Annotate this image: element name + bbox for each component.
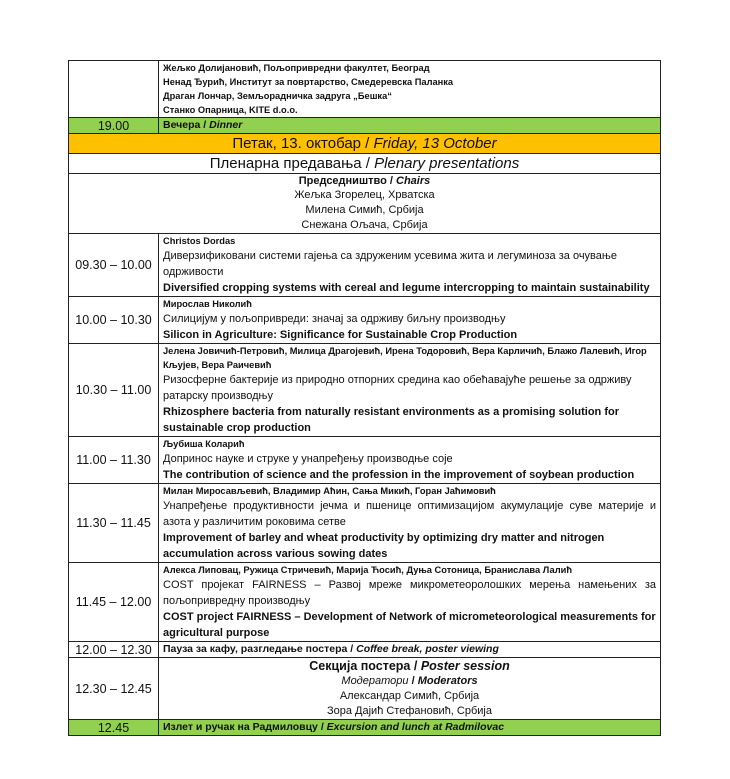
chair-name: Снежана Ољача, Србија	[301, 219, 428, 231]
plenary-header	[69, 154, 661, 174]
chairs-cell	[69, 174, 661, 234]
table-row-talk	[69, 437, 661, 484]
day-label-en: Friday, 13 October	[373, 135, 497, 152]
chairs-heading-en: Chairs	[396, 175, 431, 187]
event-cell	[159, 720, 661, 736]
time-cell: 11.00 – 11.30	[69, 437, 159, 484]
talk-cell	[159, 344, 661, 437]
table-row-talk	[69, 563, 661, 642]
time-cell: 11.30 – 11.45	[69, 484, 159, 563]
talk-title-sr: Допринос науке и струке у унапређењу производње соје	[163, 453, 453, 465]
table-row-excursion	[69, 720, 661, 736]
time-cell: 10.30 – 11.00	[69, 344, 159, 437]
talk-title-sr: Диверзификовани системи гајења са здруженим усевима жита и легуминоза за очување одрживости	[163, 250, 617, 278]
talk-cell	[159, 563, 661, 642]
table-row-talk	[69, 297, 661, 344]
table-row-top-authors	[69, 61, 661, 118]
plenary-label-en: Plenary presentations	[374, 155, 520, 172]
author-line: Ненад Ђурић, Институт за повртарство, Смедеревска Паланка	[163, 77, 454, 87]
moderator-name: Зора Дајић Стефановић, Србија	[326, 705, 492, 717]
poster-heading-en: Poster session	[420, 659, 510, 673]
time-cell: 19.00	[69, 118, 159, 134]
poster-heading-sr: Секција постера /	[309, 659, 421, 673]
author-line: Жељко Долијановић, Пољопривредни факултет, Београд	[163, 63, 430, 73]
moderators-en: Moderators	[417, 675, 478, 687]
talk-title-sr: Унапређење продуктивности јечма и пшенице оптимизацијом акумулације суве материје и азота у различитим роковима сетве	[163, 500, 656, 528]
event-label-en: Excursion and lunch at Radmilovac	[326, 721, 505, 733]
talk-cell	[159, 234, 661, 297]
talk-cell	[159, 484, 661, 563]
moderators-heading	[163, 674, 656, 689]
chairs-heading-sr: Председништво /	[298, 175, 396, 187]
day-label-sr: Петак, 13. октобар /	[232, 135, 374, 152]
talk-title-sr: COST пројекат FAIRNESS – Развој мреже микрометеоролошких мерења намењених за пољопривредну производњу	[163, 579, 656, 607]
table-row-chairs	[69, 174, 661, 234]
event-label-sr: Вечера /	[163, 119, 210, 131]
talk-authors: Алекса Липовац, Ружица Стричевић, Марија Ћосић, Дуња Сотоница, Бранислава Лалић	[163, 565, 573, 575]
talk-title-en: Improvement of barley and wheat productivity by optimizing dry matter and nitrogen accumulation across various sowing dates	[163, 532, 605, 560]
event-label-sr: Излет и ручак на Радмиловцу /	[163, 721, 327, 733]
day-header	[69, 134, 661, 154]
author-line: Станко Опарница, KITE d.o.o.	[163, 105, 298, 115]
talk-title-en: Rhizosphere bacteria from naturally resistant environments as a promising solution for sustainable crop production	[163, 406, 619, 434]
moderators-sr: Модератори	[341, 675, 409, 687]
chair-name: Милена Симић, Србија	[305, 204, 424, 216]
table-row-talk	[69, 234, 661, 297]
time-cell: 10.00 – 10.30	[69, 297, 159, 344]
talk-title-en: COST project FAIRNESS – Development of Network of micrometeorological measurements for agricultural purpose	[163, 611, 656, 639]
talk-title-en: The contribution of science and the profession in the improvement of soybean production	[163, 469, 635, 481]
table-row-coffee	[69, 642, 661, 658]
table-row-day-header	[69, 134, 661, 154]
table-row-talk	[69, 344, 661, 437]
talk-authors: Мирослав Николић	[163, 299, 252, 309]
talk-title-en: Diversified cropping systems with cereal and legume intercropping to maintain sustainability	[163, 282, 650, 294]
talk-cell	[159, 437, 661, 484]
plenary-label-sr: Пленарна предавања /	[209, 155, 375, 172]
time-cell: 12.00 – 12.30	[69, 642, 159, 658]
table-row-talk	[69, 484, 661, 563]
table-row-dinner	[69, 118, 661, 134]
event-label-en: Dinner	[209, 119, 243, 131]
schedule-table	[68, 60, 661, 736]
event-label-en: Coffee break, poster viewing	[356, 643, 499, 655]
event-label-sr: Пауза за кафу, разгледање постера /	[163, 643, 357, 655]
chair-name: Жељка Згорелец, Хрватска	[294, 189, 435, 201]
time-cell-empty	[69, 61, 159, 118]
talk-authors: Јелена Јовичић-Петровић, Милица Драгојевић, Ирена Тодоровић, Вера Карличић, Блажо Лалевић, Игор Кљујев, Вера Раичевић	[163, 346, 647, 370]
poster-heading	[163, 658, 656, 674]
talk-title-en: Silicon in Agriculture: Significance for Sustainable Crop Production	[163, 329, 518, 341]
author-line: Драган Лончар, Земљорадничка задруга „Бешка“	[163, 91, 392, 101]
talk-authors: Љубиша Коларић	[163, 439, 245, 449]
talk-authors: Милан Миросављевић, Владимир Аћин, Сања Микић, Горан Јаћимовић	[163, 486, 496, 496]
authors-cell	[159, 61, 661, 118]
talk-cell	[159, 297, 661, 344]
event-cell	[159, 642, 661, 658]
time-cell: 11.45 – 12.00	[69, 563, 159, 642]
poster-cell	[159, 658, 661, 720]
table-row-poster-session	[69, 658, 661, 720]
time-cell: 12.45	[69, 720, 159, 736]
talk-authors: Christos Dordas	[163, 236, 236, 246]
event-cell	[159, 118, 661, 134]
table-row-plenary-header	[69, 154, 661, 174]
talk-title-sr: Ризосферне бактерије из природно отпорних средина као обећавајуће решење за одрживу ратарску производњу	[163, 374, 632, 402]
talk-title-sr: Силицијум у пољопривреди: значај за одрживу биљну производњу	[163, 313, 506, 325]
moderator-name: Александар Симић, Србија	[339, 690, 480, 702]
moderators-sep: /	[408, 675, 418, 687]
time-cell: 09.30 – 10.00	[69, 234, 159, 297]
chairs-heading	[73, 174, 656, 188]
time-cell: 12.30 – 12.45	[69, 658, 159, 720]
